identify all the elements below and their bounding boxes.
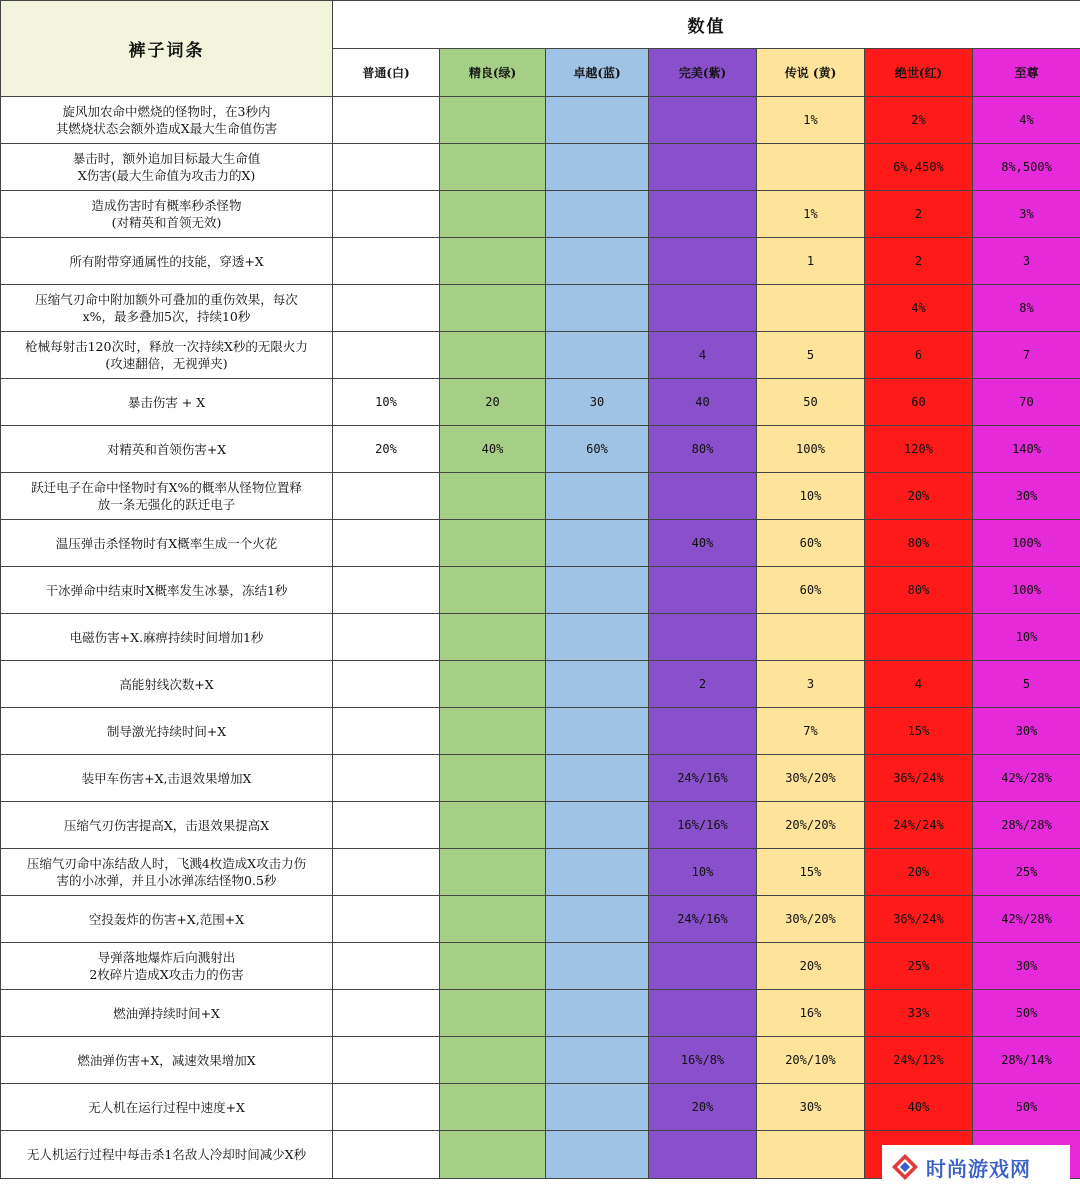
tier-value-cell	[333, 1084, 440, 1131]
tier-value-cell: 8%,500%	[973, 144, 1080, 191]
tier-value-cell: 6	[865, 332, 973, 379]
tier-value-cell	[649, 97, 757, 144]
tier-header-3: 完美(紫)	[649, 49, 757, 97]
tier-value-cell	[333, 614, 440, 661]
tier-value-cell: 30%	[973, 473, 1080, 520]
tier-value-cell	[440, 943, 546, 990]
tier-value-cell	[333, 849, 440, 896]
tier-value-cell	[440, 614, 546, 661]
affix-description: 空投轰炸的伤害+X,范围+X	[1, 896, 333, 943]
tier-value-cell	[649, 567, 757, 614]
tier-value-cell	[865, 614, 973, 661]
tier-value-cell: 140%	[973, 426, 1080, 473]
tier-value-cell	[333, 708, 440, 755]
table-row	[1, 708, 1080, 755]
tier-value-cell	[546, 708, 649, 755]
table-row	[1, 379, 1080, 426]
tier-value-cell: 80%	[865, 520, 973, 567]
affix-description: 制导激光持续时间+X	[1, 708, 333, 755]
tier-value-cell	[333, 943, 440, 990]
table-row	[1, 1037, 1080, 1084]
tier-value-cell	[546, 802, 649, 849]
tier-value-cell	[333, 802, 440, 849]
tier-value-cell: 8%	[973, 285, 1080, 332]
tier-value-cell	[649, 1131, 757, 1179]
site-watermark	[882, 1145, 1070, 1189]
affix-description: 导弹落地爆炸后向溅射出 2枚碎片造成X攻击力的伤害	[1, 943, 333, 990]
tier-value-cell: 4	[649, 332, 757, 379]
tier-value-cell: 40%	[865, 1084, 973, 1131]
tier-value-cell	[649, 473, 757, 520]
tier-value-cell	[546, 755, 649, 802]
tier-header-4: 传说 (黄)	[757, 49, 865, 97]
affix-description: 枪械每射击120次时，释放一次持续X秒的无限火力 (攻速翻倍，无视弹夹)	[1, 332, 333, 379]
tier-value-cell: 7	[973, 332, 1080, 379]
tier-value-cell	[546, 567, 649, 614]
tier-value-cell	[546, 1131, 649, 1179]
tier-value-cell: 24%/16%	[649, 755, 757, 802]
tier-value-cell: 4%	[865, 285, 973, 332]
affix-description: 暴击伤害 + X	[1, 379, 333, 426]
table-row	[1, 614, 1080, 661]
affix-description: 无人机运行过程中每击杀1名敌人冷却时间减少X秒	[1, 1131, 333, 1179]
tier-value-cell: 24%/24%	[865, 802, 973, 849]
tier-value-cell	[333, 896, 440, 943]
tier-value-cell: 50	[757, 379, 865, 426]
tier-value-cell: 16%	[757, 990, 865, 1037]
affix-description: 燃油弹持续时间+X	[1, 990, 333, 1037]
tier-value-cell	[333, 755, 440, 802]
tier-value-cell	[757, 614, 865, 661]
table-row	[1, 238, 1080, 285]
tier-value-cell: 3%	[973, 191, 1080, 238]
tier-value-cell: 24%/12%	[865, 1037, 973, 1084]
affix-description: 装甲车伤害+X,击退效果增加X	[1, 755, 333, 802]
table-row	[1, 191, 1080, 238]
tier-value-cell: 16%/8%	[649, 1037, 757, 1084]
tier-value-cell: 40%	[649, 520, 757, 567]
tier-value-cell	[546, 896, 649, 943]
tier-value-cell	[440, 520, 546, 567]
tier-value-cell: 2%	[865, 97, 973, 144]
tier-value-cell: 20%	[865, 849, 973, 896]
tier-value-cell	[546, 191, 649, 238]
table-row	[1, 661, 1080, 708]
tier-value-cell: 36%/24%	[865, 755, 973, 802]
tier-value-cell: 24%/16%	[649, 896, 757, 943]
tier-value-cell	[649, 990, 757, 1037]
tier-value-cell: 25%	[865, 943, 973, 990]
tier-value-cell	[649, 708, 757, 755]
tier-value-cell: 30%/20%	[757, 896, 865, 943]
tier-value-cell	[649, 191, 757, 238]
tier-value-cell: 20%/10%	[757, 1037, 865, 1084]
tier-value-cell	[333, 990, 440, 1037]
tier-value-cell: 15%	[757, 849, 865, 896]
tier-value-cell: 33%	[865, 990, 973, 1037]
tier-value-cell: 16%/16%	[649, 802, 757, 849]
tier-value-cell	[440, 567, 546, 614]
tier-value-cell: 100%	[973, 520, 1080, 567]
tier-value-cell	[333, 191, 440, 238]
tier-value-cell: 20%	[333, 426, 440, 473]
tier-header-2: 卓越(蓝)	[546, 49, 649, 97]
tier-value-cell: 30%/20%	[757, 755, 865, 802]
tier-value-cell	[440, 802, 546, 849]
tier-value-cell: 3	[757, 661, 865, 708]
tier-value-cell	[440, 755, 546, 802]
table-row	[1, 896, 1080, 943]
affix-description: 电磁伤害+X.麻痹持续时间增加1秒	[1, 614, 333, 661]
tier-value-cell	[546, 332, 649, 379]
tier-value-cell	[333, 238, 440, 285]
tier-value-cell	[546, 943, 649, 990]
tier-value-cell	[440, 1131, 546, 1179]
table-row	[1, 426, 1080, 473]
tier-header-6: 至尊	[973, 49, 1080, 97]
tier-value-cell: 2	[865, 191, 973, 238]
tier-value-cell	[546, 1084, 649, 1131]
tier-value-cell: 60	[865, 379, 973, 426]
tier-value-cell	[440, 473, 546, 520]
tier-value-cell	[440, 1037, 546, 1084]
tier-value-cell: 80%	[865, 567, 973, 614]
tier-value-cell: 10%	[757, 473, 865, 520]
table-row	[1, 849, 1080, 896]
tier-value-cell: 30%	[973, 943, 1080, 990]
tier-value-cell	[546, 97, 649, 144]
tier-value-cell	[333, 520, 440, 567]
table-row	[1, 802, 1080, 849]
tier-value-cell	[333, 144, 440, 191]
table-row	[1, 473, 1080, 520]
tier-value-cell	[440, 144, 546, 191]
tier-value-cell	[440, 708, 546, 755]
table-row	[1, 520, 1080, 567]
tier-value-cell: 120%	[865, 426, 973, 473]
tier-value-cell: 28%/28%	[973, 802, 1080, 849]
tier-value-cell: 3	[973, 238, 1080, 285]
tier-value-cell: 42%/28%	[973, 896, 1080, 943]
affix-description: 跃迁电子在命中怪物时有X%的概率从怪物位置释 放一条无强化的跃迁电子	[1, 473, 333, 520]
tier-value-cell	[649, 238, 757, 285]
affix-description: 旋风加农命中燃烧的怪物时，在3秒内 其燃烧状态会额外造成X最大生命值伤害	[1, 97, 333, 144]
tier-value-cell	[649, 943, 757, 990]
tier-value-cell	[757, 285, 865, 332]
affix-description: 压缩气刃命中附加额外可叠加的重伤效果，每次 x%，最多叠加5次，持续10秒	[1, 285, 333, 332]
affix-description: 无人机在运行过程中速度+X	[1, 1084, 333, 1131]
tier-header-5: 绝世(红)	[865, 49, 973, 97]
tier-value-cell: 42%/28%	[973, 755, 1080, 802]
values-header: 数值	[333, 1, 1080, 49]
table-row	[1, 332, 1080, 379]
tier-value-cell	[546, 990, 649, 1037]
tier-value-cell	[333, 97, 440, 144]
tier-value-cell: 60%	[546, 426, 649, 473]
tier-header-0: 普通(白)	[333, 49, 440, 97]
tier-value-cell: 30	[546, 379, 649, 426]
tier-value-cell: 50%	[973, 990, 1080, 1037]
tier-value-cell: 28%/14%	[973, 1037, 1080, 1084]
tier-value-cell: 10%	[973, 614, 1080, 661]
tier-value-cell: 2	[649, 661, 757, 708]
table-row	[1, 943, 1080, 990]
affix-description: 燃油弹伤害+X，减速效果增加X	[1, 1037, 333, 1084]
tier-value-cell	[333, 1131, 440, 1179]
tier-value-cell: 70	[973, 379, 1080, 426]
tier-value-cell: 36%/24%	[865, 896, 973, 943]
tier-value-cell	[333, 1037, 440, 1084]
tier-value-cell	[333, 661, 440, 708]
tier-value-cell	[546, 473, 649, 520]
tier-value-cell: 4%	[973, 97, 1080, 144]
tier-value-cell	[546, 661, 649, 708]
tier-value-cell: 100%	[973, 567, 1080, 614]
tier-value-cell: 5	[757, 332, 865, 379]
affix-column-header: 裤子词条	[1, 1, 333, 97]
tier-value-cell: 4	[865, 661, 973, 708]
affix-description: 造成伤害时有概率秒杀怪物 (对精英和首领无效)	[1, 191, 333, 238]
tier-value-cell: 5	[973, 661, 1080, 708]
table-row	[1, 990, 1080, 1037]
tier-value-cell: 1	[757, 238, 865, 285]
tier-value-cell	[440, 332, 546, 379]
tier-value-cell: 7%	[757, 708, 865, 755]
table-row	[1, 1084, 1080, 1131]
tier-value-cell: 80%	[649, 426, 757, 473]
tier-value-cell: 60%	[757, 567, 865, 614]
affix-description: 干冰弹命中结束时X概率发生冰暴，冻结1秒	[1, 567, 333, 614]
tier-value-cell	[546, 238, 649, 285]
diamond-logo-icon	[890, 1152, 920, 1182]
affix-description: 对精英和首领伤害+X	[1, 426, 333, 473]
tier-value-cell	[757, 144, 865, 191]
tier-value-cell: 20%	[649, 1084, 757, 1131]
tier-value-cell	[757, 1131, 865, 1179]
table-row	[1, 567, 1080, 614]
tier-value-cell	[546, 285, 649, 332]
affix-description: 所有附带穿通属性的技能，穿透+X	[1, 238, 333, 285]
tier-value-cell	[546, 849, 649, 896]
tier-value-cell: 1%	[757, 191, 865, 238]
tier-value-cell: 15%	[865, 708, 973, 755]
tier-value-cell	[649, 144, 757, 191]
watermark-text: 时尚游戏网	[926, 1156, 1031, 1181]
tier-value-cell: 100%	[757, 426, 865, 473]
tier-value-cell: 40	[649, 379, 757, 426]
tier-value-cell: 20%	[757, 943, 865, 990]
tier-value-cell	[440, 238, 546, 285]
affix-description: 压缩气刃伤害提高X，击退效果提高X	[1, 802, 333, 849]
table-row	[1, 144, 1080, 191]
tier-value-cell: 30%	[757, 1084, 865, 1131]
tier-value-cell: 25%	[973, 849, 1080, 896]
tier-value-cell: 20	[440, 379, 546, 426]
tier-value-cell: 50%	[973, 1084, 1080, 1131]
table-row	[1, 755, 1080, 802]
tier-value-cell	[546, 614, 649, 661]
tier-value-cell	[440, 191, 546, 238]
affix-description: 压缩气刃命中冻结敌人时，飞溅4枚造成X攻击力伤 害的小冰弹，并且小冰弹冻结怪物0.5秒	[1, 849, 333, 896]
tier-value-cell	[333, 285, 440, 332]
tier-value-cell	[333, 473, 440, 520]
tier-value-cell: 20%/20%	[757, 802, 865, 849]
tier-value-cell: 6%,450%	[865, 144, 973, 191]
affix-description: 温压弹击杀怪物时有X概率生成一个火花	[1, 520, 333, 567]
tier-value-cell: 60%	[757, 520, 865, 567]
tier-value-cell	[333, 332, 440, 379]
table-row	[1, 97, 1080, 144]
tier-value-cell	[440, 896, 546, 943]
tier-value-cell	[440, 285, 546, 332]
tier-value-cell	[440, 661, 546, 708]
tier-value-cell: 40%	[440, 426, 546, 473]
tier-header-1: 精良(绿)	[440, 49, 546, 97]
tier-value-cell	[649, 614, 757, 661]
affix-description: 暴击时，额外追加目标最大生命值 X伤害(最大生命值为攻击力的X)	[1, 144, 333, 191]
tier-value-cell: 10%	[333, 379, 440, 426]
tier-value-cell: 1%	[757, 97, 865, 144]
tier-value-cell	[546, 1037, 649, 1084]
tier-value-cell	[440, 1084, 546, 1131]
tier-value-cell	[440, 990, 546, 1037]
tier-value-cell	[546, 520, 649, 567]
tier-value-cell: 30%	[973, 708, 1080, 755]
tier-value-cell: 20%	[865, 473, 973, 520]
affix-description: 高能射线次数+X	[1, 661, 333, 708]
tier-value-cell	[333, 567, 440, 614]
tier-value-cell	[649, 285, 757, 332]
tier-value-cell	[440, 97, 546, 144]
tier-value-cell: 2	[865, 238, 973, 285]
table-row	[1, 285, 1080, 332]
tier-value-cell: 10%	[649, 849, 757, 896]
tier-value-cell	[440, 849, 546, 896]
tier-value-cell	[546, 144, 649, 191]
